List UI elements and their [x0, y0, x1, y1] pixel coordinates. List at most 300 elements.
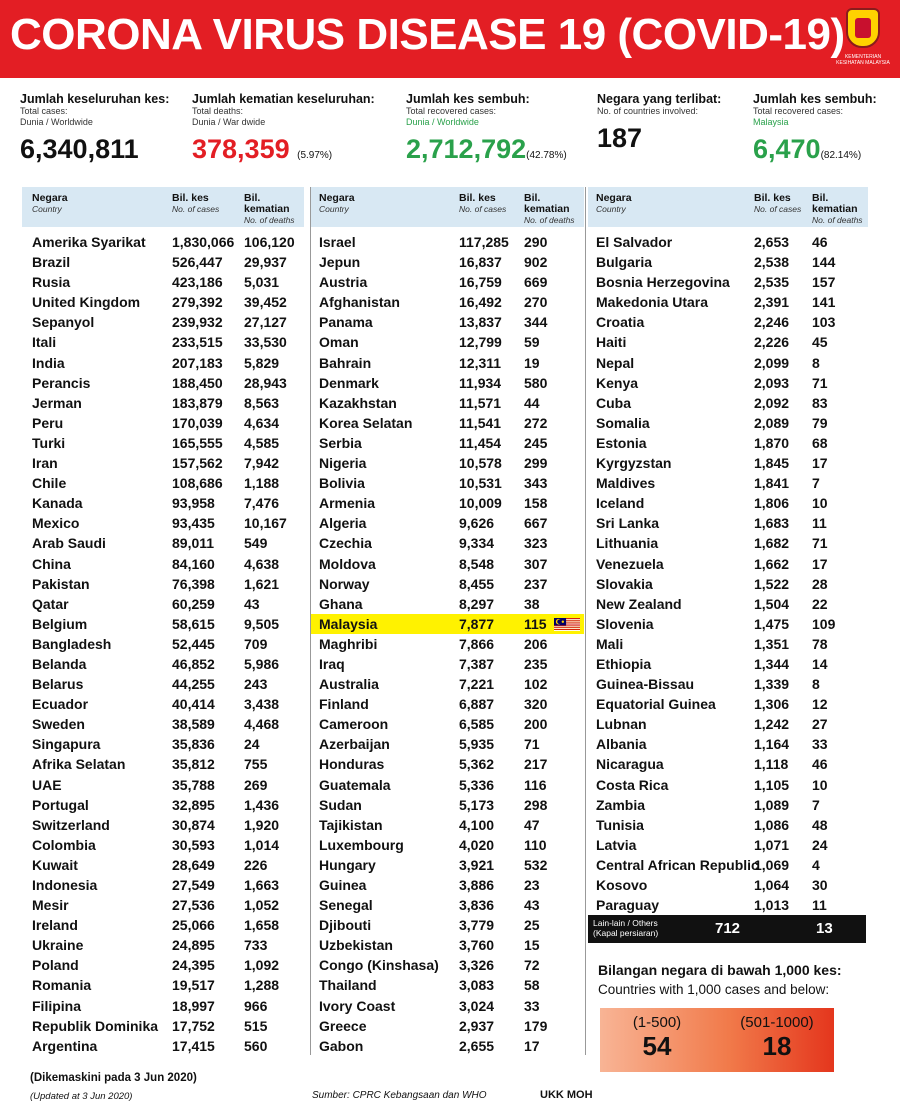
table-row [588, 574, 868, 594]
case-count: 6,887 [459, 696, 495, 713]
death-count: 102 [524, 676, 548, 693]
country-name: Latvia [596, 836, 637, 853]
table-row [22, 835, 304, 855]
stat-label: Jumlah kematian keseluruhan: [192, 92, 375, 106]
case-count: 12,311 [459, 354, 502, 371]
table-row [311, 634, 584, 654]
case-count: 5,362 [459, 756, 495, 773]
death-count: 902 [524, 254, 548, 271]
death-count: 243 [244, 676, 268, 693]
case-count: 3,836 [459, 897, 495, 914]
table-row [588, 554, 868, 574]
country-name: Finland [319, 696, 369, 713]
case-count: 2,092 [754, 394, 790, 411]
death-count: 272 [524, 414, 548, 431]
table-row [588, 513, 868, 533]
table-row [588, 453, 868, 473]
country-name: Uzbekistan [319, 937, 393, 954]
country-name: Korea Selatan [319, 414, 413, 431]
table-row [22, 935, 304, 955]
country-name: India [32, 354, 65, 371]
column-divider [585, 187, 586, 1055]
country-name: Afrika Selatan [32, 756, 126, 773]
country-name: Luxembourg [319, 836, 404, 853]
death-count: 4,468 [244, 716, 280, 733]
table-row [588, 252, 868, 272]
table-row [311, 996, 584, 1016]
table-row [311, 915, 584, 935]
case-count: 2,655 [459, 1037, 495, 1054]
table-row [588, 634, 868, 654]
death-count: 158 [524, 495, 548, 512]
case-count: 17,415 [172, 1037, 215, 1054]
death-count: 106,120 [244, 234, 295, 250]
case-count: 16,759 [459, 274, 502, 291]
country-name: Nepal [596, 354, 635, 371]
case-count: 188,450 [172, 374, 223, 391]
country-name: Cameroon [319, 716, 389, 733]
table-row [22, 353, 304, 373]
table-row [588, 312, 868, 332]
ministry-crest-icon [832, 6, 894, 74]
case-count: 1,105 [754, 776, 790, 793]
stat-recovered-world [406, 92, 567, 165]
country-name: Guinea [319, 877, 367, 893]
case-count: 24,395 [172, 957, 215, 974]
death-count: 1,436 [244, 796, 280, 813]
table-row [22, 714, 304, 734]
case-count: 27,536 [172, 897, 215, 914]
table-row [311, 272, 584, 292]
country-name: Iceland [596, 495, 645, 512]
case-count: 44,255 [172, 676, 215, 693]
death-count: 43 [244, 595, 260, 612]
country-name: Greece [319, 1017, 367, 1034]
table-row [311, 312, 584, 332]
case-count: 30,593 [172, 836, 215, 853]
case-count: 1,522 [754, 575, 790, 592]
case-count: 11,454 [459, 434, 502, 451]
table-row [311, 353, 584, 373]
country-name: Filipina [32, 997, 81, 1014]
country-name: Cuba [596, 394, 631, 411]
death-count: 7,942 [244, 455, 280, 472]
country-name: Poland [32, 957, 79, 974]
table-row [22, 975, 304, 995]
death-count: 1,920 [244, 816, 280, 833]
death-count: 1,092 [244, 957, 280, 974]
case-count: 1,830,066 [172, 234, 235, 250]
table-row [22, 393, 304, 413]
country-name: Maldives [596, 475, 656, 492]
stat-total-deaths [192, 92, 375, 165]
table-row [22, 915, 304, 935]
table-row [22, 373, 304, 393]
death-count: 15 [524, 937, 540, 954]
table-column-1 [22, 187, 304, 1056]
table-row [588, 775, 868, 795]
case-count: 7,221 [459, 676, 495, 693]
death-count: 8,563 [244, 394, 280, 411]
table-row [588, 754, 868, 774]
case-count: 7,866 [459, 635, 495, 652]
death-count: 24 [244, 736, 260, 753]
death-count: 28,943 [244, 374, 287, 391]
table-row [22, 634, 304, 654]
death-count: 532 [524, 856, 548, 873]
case-count: 117,285 [459, 234, 509, 250]
country-name: Kenya [596, 374, 639, 391]
country-name: Belarus [32, 676, 84, 693]
case-count: 1,013 [754, 897, 790, 914]
case-count: 84,160 [172, 555, 215, 572]
table-row [22, 574, 304, 594]
table-row [311, 754, 584, 774]
table-row [311, 493, 584, 513]
death-count: 343 [524, 475, 548, 492]
case-count: 5,336 [459, 776, 495, 793]
table-row [588, 373, 868, 393]
case-count: 3,921 [459, 856, 495, 873]
table-row [311, 734, 584, 754]
header-country: Negara Country [596, 192, 632, 214]
case-count: 11,541 [459, 414, 502, 431]
death-count: 7 [812, 475, 820, 492]
table-row [22, 272, 304, 292]
table-row [311, 513, 584, 533]
death-count: 115 [524, 615, 547, 632]
case-count: 16,492 [459, 294, 502, 311]
stat-sub: Total recovered cases: [406, 106, 497, 116]
country-name: Sweden [32, 716, 85, 733]
table-row [311, 674, 584, 694]
case-count: 423,186 [172, 274, 223, 291]
case-count: 1,504 [754, 595, 790, 612]
death-count: 5,829 [244, 354, 280, 371]
death-count: 755 [244, 756, 268, 773]
country-name: Lubnan [596, 716, 647, 733]
country-name: Makedonia Utara [596, 294, 709, 311]
death-count: 1,621 [244, 575, 280, 592]
header-country: Negara Country [32, 192, 68, 214]
crest-text: KEMENTERIAN KESIHATAN MALAYSIA [836, 54, 890, 66]
death-count: 48 [812, 816, 828, 833]
death-count: 23 [524, 877, 540, 893]
death-count: 709 [244, 635, 268, 652]
case-count: 76,398 [172, 575, 215, 592]
case-count: 10,578 [459, 455, 502, 472]
death-count: 245 [524, 434, 548, 451]
table-column-2 [311, 187, 584, 1056]
death-count: 1,188 [244, 475, 280, 492]
table-column-3 [588, 187, 868, 915]
table-row [22, 312, 304, 332]
table-row [22, 554, 304, 574]
country-name: Czechia [319, 535, 372, 552]
country-name: Honduras [319, 756, 385, 773]
table-row [588, 734, 868, 754]
death-count: 1,288 [244, 977, 280, 994]
stat-value: 187 [597, 123, 643, 153]
death-count: 11 [812, 515, 827, 532]
country-name: Mesir [32, 897, 69, 914]
below-1000-box [600, 1008, 834, 1072]
table-row [311, 232, 584, 252]
stat-label: Jumlah keseluruhan kes: [20, 92, 170, 106]
country-name: Ethiopia [596, 655, 652, 672]
table-row [311, 332, 584, 352]
case-count: 35,836 [172, 736, 215, 753]
case-count: 1,845 [754, 455, 790, 472]
death-count: 4 [812, 856, 820, 873]
table-row [22, 1036, 304, 1056]
case-count: 9,626 [459, 515, 495, 532]
case-count: 40,414 [172, 696, 215, 713]
case-count: 17,752 [172, 1017, 215, 1034]
table-row [588, 654, 868, 674]
death-count: 5,986 [244, 655, 280, 672]
table-row [311, 1036, 584, 1056]
death-count: 217 [524, 756, 548, 773]
country-name: Haiti [596, 334, 627, 351]
table-row [22, 614, 304, 634]
death-count: 109 [812, 615, 836, 632]
table-row [22, 996, 304, 1016]
others-label: Lain-lain / Others (Kapal persiaran) [593, 918, 659, 938]
country-name: Azerbaijan [319, 736, 390, 753]
table-row [311, 975, 584, 995]
death-count: 7 [812, 796, 820, 813]
death-count: 29,937 [244, 254, 287, 271]
page-title: CORONA VIRUS DISEASE 19 (COVID-19) [10, 10, 845, 59]
header-country: Negara Country [319, 192, 355, 214]
table-row [311, 795, 584, 815]
death-count: 83 [812, 394, 828, 411]
table-row [22, 1016, 304, 1036]
death-count: 17 [812, 455, 828, 472]
death-count: 7,476 [244, 495, 280, 512]
case-count: 1,682 [754, 535, 790, 552]
case-count: 2,391 [754, 294, 790, 311]
stat-label: Negara yang terlibat: [597, 92, 722, 106]
death-count: 71 [812, 374, 828, 391]
header-deaths: Bil. kematian No. of deaths [524, 192, 575, 225]
country-name: Maghribi [319, 635, 378, 652]
case-count: 239,932 [172, 314, 223, 331]
table-row [588, 413, 868, 433]
country-name: Sri Lanka [596, 515, 660, 532]
table-row [22, 734, 304, 754]
case-count: 7,387 [459, 655, 495, 672]
death-count: 580 [524, 374, 548, 391]
case-count: 3,886 [459, 877, 495, 893]
case-count: 24,895 [172, 937, 215, 954]
table-row [311, 614, 584, 634]
table-row [311, 373, 584, 393]
case-count: 1,662 [754, 555, 790, 572]
country-name: Nigeria [319, 455, 367, 472]
case-count: 3,024 [459, 997, 495, 1014]
country-name: New Zealand [596, 595, 682, 612]
table-row [588, 473, 868, 493]
country-name: Peru [32, 414, 64, 431]
case-count: 6,585 [459, 716, 495, 733]
country-name: Algeria [319, 515, 367, 532]
table-row [22, 413, 304, 433]
death-count: 78 [812, 635, 828, 652]
table-row [22, 493, 304, 513]
death-count: 39,452 [244, 294, 287, 311]
case-count: 1,118 [754, 756, 789, 773]
table-row [588, 292, 868, 312]
case-count: 1,870 [754, 434, 790, 451]
case-count: 1,683 [754, 515, 790, 532]
table-row [311, 714, 584, 734]
case-count: 3,779 [459, 917, 495, 934]
death-count: 8 [812, 676, 820, 693]
case-count: 1,475 [754, 615, 790, 632]
case-count: 18,997 [172, 997, 215, 1014]
table-row [22, 955, 304, 975]
death-count: 1,052 [244, 897, 280, 914]
country-name: Mali [596, 635, 624, 652]
table-row [22, 754, 304, 774]
country-name: Serbia [319, 434, 362, 451]
table-row [311, 775, 584, 795]
country-name: Norway [319, 575, 370, 592]
case-count: 3,760 [459, 937, 495, 954]
table-row [22, 594, 304, 614]
death-count: 10 [812, 776, 828, 793]
death-count: 157 [812, 274, 836, 291]
stat-label: Jumlah kes sembuh: [406, 92, 530, 106]
table-row [22, 795, 304, 815]
country-name: Slovenia [596, 615, 654, 632]
table-row [311, 1016, 584, 1036]
stat-sub: Total cases: [20, 106, 68, 116]
table-row [588, 795, 868, 815]
case-count: 38,589 [172, 716, 215, 733]
country-name: China [32, 555, 71, 572]
case-count: 4,100 [459, 816, 495, 833]
country-name: Romania [32, 977, 92, 994]
death-count: 560 [244, 1037, 268, 1054]
case-count: 108,686 [172, 475, 223, 492]
table-row [311, 252, 584, 272]
country-name: Kanada [32, 495, 83, 512]
case-count: 2,226 [754, 334, 790, 351]
case-count: 2,653 [754, 234, 790, 250]
case-count: 35,788 [172, 776, 215, 793]
stat-label: Jumlah kes sembuh: [753, 92, 877, 106]
table-row [588, 674, 868, 694]
death-count: 110 [524, 836, 547, 853]
case-count: 35,812 [172, 756, 215, 773]
country-name: Iran [32, 455, 58, 472]
stat-sub: Dunia / War dwide [192, 117, 266, 127]
table-row [22, 332, 304, 352]
country-name: Itali [32, 334, 57, 351]
country-name: Venezuela [596, 555, 664, 572]
stat-sub: No. of countries involved: [597, 106, 699, 116]
case-count: 8,455 [459, 575, 495, 592]
table-row [22, 292, 304, 312]
case-count: 1,071 [754, 836, 790, 853]
death-count: 515 [244, 1017, 268, 1034]
death-count: 22 [812, 595, 828, 612]
header-cases: Bil. kes No. of cases [459, 192, 507, 214]
death-count: 45 [812, 334, 828, 351]
stat-total-cases [20, 92, 169, 165]
table-row [22, 232, 304, 252]
country-name: Jepun [319, 254, 361, 271]
death-count: 44 [524, 394, 540, 411]
stat-countries [597, 92, 721, 154]
death-count: 141 [812, 294, 836, 311]
death-count: 46 [812, 234, 828, 250]
table-row [311, 855, 584, 875]
death-count: 71 [524, 736, 540, 753]
case-count: 10,531 [459, 475, 502, 492]
death-count: 43 [524, 897, 540, 914]
table-row [22, 453, 304, 473]
death-count: 8 [812, 354, 820, 371]
death-count: 79 [812, 414, 828, 431]
death-count: 4,638 [244, 555, 280, 572]
table-header [311, 187, 584, 227]
country-name: Guinea-Bissau [596, 676, 695, 693]
country-name: Sudan [319, 796, 362, 813]
death-count: 27 [812, 716, 828, 733]
death-count: 179 [524, 1017, 548, 1034]
country-name: Afghanistan [319, 294, 400, 311]
case-count: 46,852 [172, 655, 215, 672]
case-count: 28,649 [172, 856, 215, 873]
country-name: Belgium [32, 615, 88, 632]
updated-date-ms: (Dikemaskini pada 3 Jun 2020) [30, 1072, 197, 1084]
death-count: 17 [812, 555, 828, 572]
case-count: 8,548 [459, 555, 495, 572]
death-count: 1,663 [244, 877, 280, 893]
table-row [311, 594, 584, 614]
range-1-500: (1-500) 54 [632, 1014, 682, 1061]
country-name: Central African Republic [596, 856, 759, 873]
table-row [22, 694, 304, 714]
table-row [22, 433, 304, 453]
table-row [588, 614, 868, 634]
death-count: 3,438 [244, 696, 280, 713]
case-count: 1,841 [754, 475, 790, 492]
case-count: 2,099 [754, 354, 790, 371]
range-501-1000: (501-1000) 18 [740, 1014, 814, 1061]
case-count: 2,246 [754, 314, 790, 331]
country-name: Albania [596, 736, 647, 753]
country-name: Hungary [319, 856, 376, 873]
country-name: Slovakia [596, 575, 653, 592]
death-count: 226 [244, 856, 268, 873]
death-count: 9,505 [244, 615, 280, 632]
case-count: 11,571 [459, 394, 502, 411]
case-count: 5,173 [459, 796, 495, 813]
country-name: Singapura [32, 736, 101, 753]
death-count: 290 [524, 234, 548, 250]
country-name: Denmark [319, 374, 379, 391]
table-row [311, 694, 584, 714]
country-name: Kyrgyzstan [596, 455, 672, 472]
stat-value: 378,359 (5.97%) [192, 134, 333, 164]
table-row [588, 433, 868, 453]
country-name: Switzerland [32, 816, 110, 833]
